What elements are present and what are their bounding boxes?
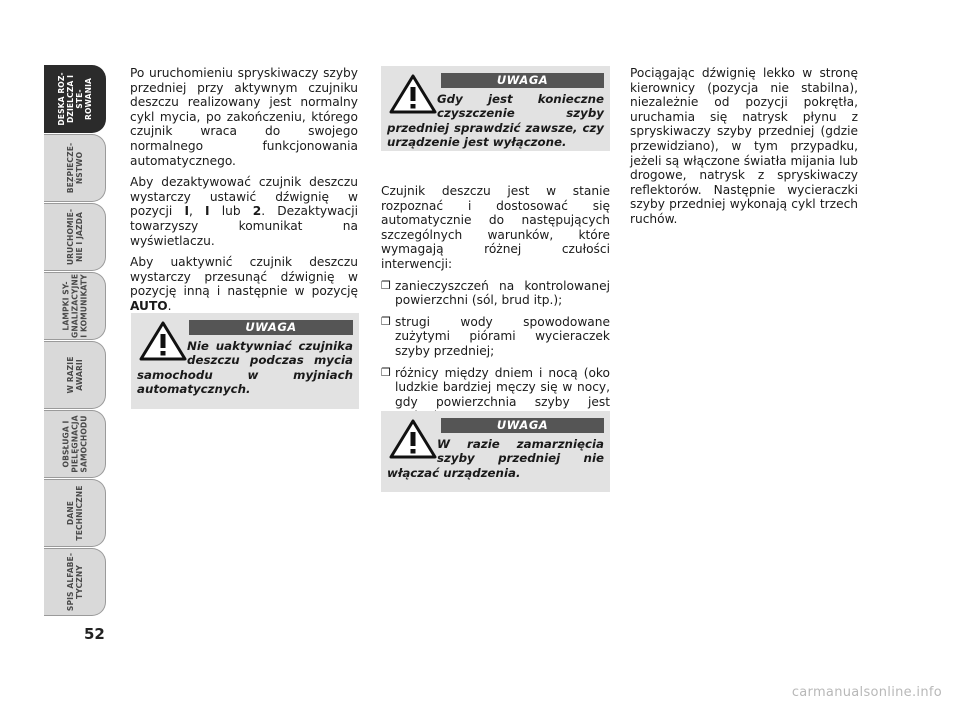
paragraph: Czujnik deszczu jest w stanie rozpoznać i dostosować się automatycznie do następujących szczególnych warunków, które wymagają różnej czułości interwencji: [381,184,610,271]
checkbox-bullet-icon: ❒ [381,278,391,292]
tab-label: URUCHOMIE- NIE I JAZDA [65,208,84,266]
tab-label: SPIS ALFABE- TYCZNY [65,552,84,612]
paragraph: Aby uaktywnić czujnik deszczu wystarczy przesunąć dźwignię w pozycję inną i następnie w pozycję AUTO. [130,255,358,313]
watermark: carmanualsonline.info [791,685,942,700]
warning-text: Nie uaktywniać czujnika deszczu podczas mycia samochodu w myjniach automatycznych. [137,339,353,397]
warning-box [131,313,359,409]
tab-w-razie-awarii[interactable] [44,341,106,409]
tab-spis-alfabetyczny[interactable] [44,548,106,616]
checkbox-bullet-icon: ❒ [381,365,391,379]
tab-obsluga-i-pielegnacja[interactable] [44,410,106,478]
checkbox-bullet-icon: ❒ [381,314,391,328]
warning-text: Gdy jest konieczne czyszczenie szyby przedniej sprawdzić zawsze, czy urządzenie jest wyłączone. [387,92,604,150]
tab-dane-techniczne[interactable] [44,479,106,547]
tab-lampki-sygnalizacyjne[interactable] [44,272,106,340]
warning-title: UWAGA [189,320,353,335]
paragraph: Po uruchomieniu spryskiwaczy szyby przedniej przy aktywnym czujniku deszczu realizowany jest normalny cykl mycia, po zakończeniu, którego czujnik wraca do swojego normalnego funkcjonowania automatycznego. [130,66,358,168]
tab-label: DESKA ROZ- DZIELCZA I STE- ROWANIA [56,72,93,126]
tab-bezpieczenstwo[interactable] [44,134,106,202]
tab-uruchomienie-i-jazda[interactable] [44,203,106,271]
warning-text: W razie zamarznięcia szyby przedniej nie włączać urządzenia. [387,437,604,480]
warning-title: UWAGA [441,418,604,433]
warning-box [381,66,610,151]
tab-label: LAMPKI SY- GNALIZACYJNE I KOMUNIKATY [61,273,88,338]
paragraph: Aby dezaktywować czujnik deszczu wystarczy ustawić dźwignię w pozycji I, I lub 2. Dezaktywacji towarzyszy komunikat na wyświetlaczu. [130,175,358,248]
page-number: 52 [84,625,105,643]
tab-label: OBSŁUGA I PIELĘGNACJA SAMOCHODU [61,415,88,473]
warning-title: UWAGA [441,73,604,88]
tab-label: W RAZIE AWARII [65,356,84,394]
tab-label: DANE TECHNICZNE [65,485,84,541]
list-item: ❒ strugi wody spowodowane zużytymi piórami wycieraczek szyby przedniej; [381,314,610,358]
column-1 [130,66,358,321]
tab-deska-rozdzielcza[interactable] [44,65,106,133]
paragraph: Pociągając dźwignię lekko w stronę kierownicy (pozycja nie stabilna), niezależnie od pozycji pokrętła, uruchamia się natrysk płynu z spryskiwaczy szyby przedniej (gdzie przewidziano), w tym przypadku, jeżeli są włączone światła mijania lub drogowe, natrysk z spryskiwaczy reflektorów. Następnie wycieraczki szyby przedniej wykonają cykl trzech ruchów. [630,66,858,226]
column-2 [381,184,610,431]
tab-label: BEZPIECZE- ŃSTWO [65,142,84,194]
column-3 [630,66,858,234]
list-item: ❒ różnicy między dniem i nocą (oko ludzkie bardziej męczy się w nocy, gdy powierzchnia szyby jest [381,365,610,409]
list-item: ❒ zanieczyszczeń na kontrolowanej powierzchni (sól, brud itp.); [381,278,610,308]
warning-box [381,411,610,492]
